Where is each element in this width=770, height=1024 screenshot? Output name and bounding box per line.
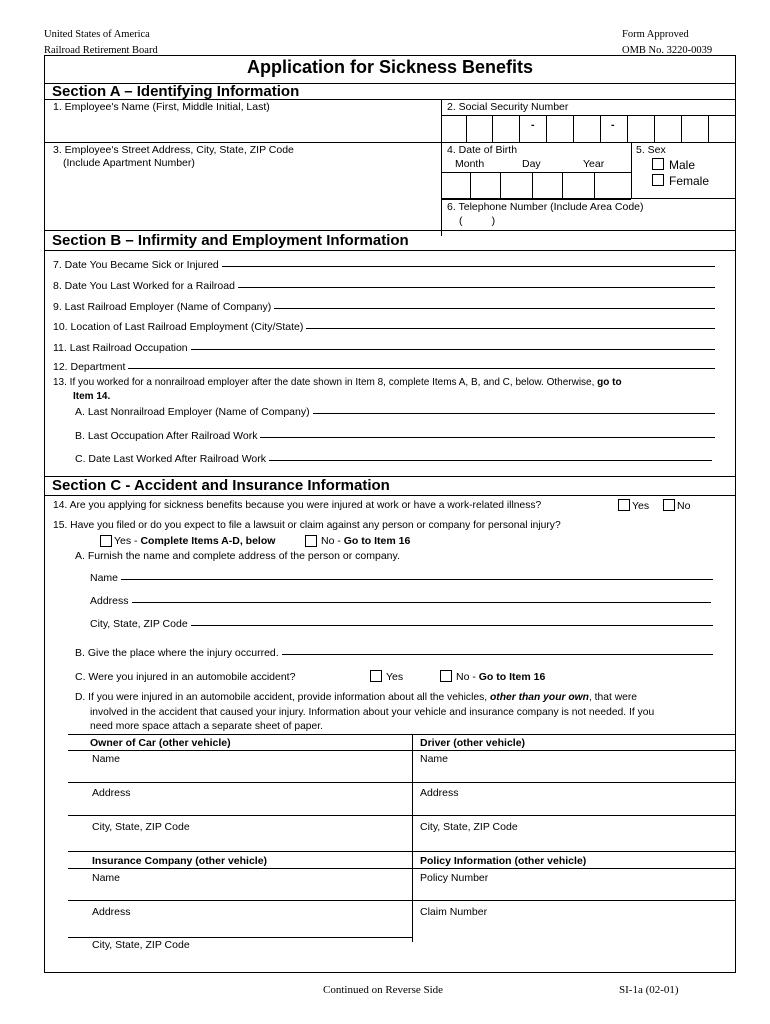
- item-12-label: 12. Department: [53, 361, 126, 373]
- insurance-csz-field[interactable]: City, State, ZIP Code: [92, 939, 190, 951]
- item-13-line-1: 13. If you worked for a nonrailroad employer after the date shown in Item 8, complete Items A, B, and C, below. Otherwise,: [53, 377, 595, 388]
- insurance-name-field[interactable]: Name: [92, 872, 121, 884]
- item-15b-label: B. Give the place where the injury occurred.: [75, 647, 279, 659]
- insurance-address-field[interactable]: Address: [92, 906, 131, 918]
- item-15d-text-b: , that were: [588, 692, 638, 703]
- ssn-cell-divider: [600, 115, 601, 143]
- ssn-cell-divider: [627, 115, 628, 143]
- form-title: Application for Sickness Benefits: [246, 57, 534, 77]
- item-13-line-2-text: Item 14: [73, 391, 108, 402]
- driver-address-field[interactable]: Address: [420, 787, 459, 799]
- item-14-label: 14. Are you applying for sickness benefits because you were injured at work or have a work-related illness?: [53, 500, 542, 511]
- approval-line-1: Form Approved: [622, 29, 689, 40]
- section-a-rule: [44, 99, 736, 100]
- item-15a-address-label: Address: [90, 595, 129, 607]
- continued-note: Continued on Reverse Side: [323, 984, 444, 996]
- ssn-cell-divider: [708, 115, 709, 143]
- insurance-header-rule: [68, 868, 736, 869]
- item-15-yes-label: [114, 535, 275, 547]
- approval-line-2: OMB No. 3220-0039: [622, 45, 713, 56]
- item-2-label: 2. Social Security Number: [447, 101, 569, 113]
- sex-female-checkbox[interactable]: [652, 174, 664, 186]
- item-10-field[interactable]: [53, 321, 715, 333]
- item-15d-line-3: need more space attach a separate sheet of paper.: [90, 721, 323, 732]
- item-8-field[interactable]: [53, 280, 715, 292]
- item-15b-field[interactable]: [75, 647, 713, 659]
- item-3-note: (Include Apartment Number): [63, 157, 195, 169]
- policy-header: Policy Information (other vehicle): [420, 855, 587, 867]
- item-15c-no-instruction: Go to Item 16: [478, 671, 546, 683]
- item-15d-line-2: involved in the accident that caused your injury. Information about your vehicle and insurance company is not needed. If you: [90, 707, 655, 718]
- item-13a-label: A. Last Nonrailroad Employer (Name of Company): [75, 406, 310, 418]
- item-12-field[interactable]: [53, 361, 715, 373]
- row-1-rule: [44, 142, 736, 143]
- ssn-cell-divider: [573, 115, 574, 143]
- dob-cell-divider: [500, 172, 501, 198]
- item-15a-name-field[interactable]: [90, 572, 713, 584]
- sex-male-checkbox[interactable]: [652, 158, 664, 170]
- phone-area-code[interactable]: ( ): [459, 215, 496, 227]
- ssn-cell-divider: [466, 115, 467, 143]
- item-15c-no-text: No -: [456, 671, 479, 683]
- item-6-rule: [441, 198, 736, 199]
- item-15a-csz-label: City, State, ZIP Code: [90, 618, 188, 630]
- item-9-label: 9. Last Railroad Employer (Name of Company): [53, 301, 272, 313]
- ssn-field[interactable]: [441, 115, 736, 144]
- owner-header: Owner of Car (other vehicle): [90, 737, 231, 749]
- vehicle-row-rule: [68, 815, 736, 816]
- item-15a-label: A. Furnish the name and complete address of the person or company.: [75, 550, 400, 562]
- owner-name-field[interactable]: Name: [92, 753, 121, 765]
- section-b-top-rule: [44, 230, 736, 231]
- ssn-cell-divider: [654, 115, 655, 143]
- item-7-label: 7. Date You Became Sick or Injured: [53, 259, 219, 271]
- item-13c-label: C. Date Last Worked After Railroad Work: [75, 453, 267, 465]
- item-15-label: 15. Have you filed or do you expect to file a lawsuit or claim against any person or company for personal injury?: [53, 520, 561, 531]
- dob-day-label: Day: [522, 158, 541, 170]
- item-15c-no-checkbox[interactable]: [440, 670, 452, 682]
- insurance-top-rule: [68, 851, 736, 852]
- item-4-label: 4. Date of Birth: [447, 144, 518, 156]
- ssn-cell-divider: [519, 115, 520, 143]
- driver-csz-field[interactable]: City, State, ZIP Code: [420, 821, 518, 833]
- item-13a-field[interactable]: [75, 406, 715, 418]
- dob-year-label: Year: [583, 158, 605, 170]
- section-c-heading: Section C - Accident and Insurance Information: [52, 477, 390, 494]
- sex-divider: [631, 142, 632, 198]
- item-15a-name-label: Name: [90, 572, 119, 584]
- item-10-label: 10. Location of Last Railroad Employment (City/State): [53, 321, 304, 333]
- item-5-label: 5. Sex: [636, 144, 666, 156]
- dob-month-label: Month: [455, 158, 485, 170]
- claim-number-field[interactable]: Claim Number: [420, 906, 488, 918]
- vehicle-table-top-rule: [68, 734, 736, 735]
- dob-cell-divider: [532, 172, 533, 198]
- item-9-field[interactable]: [53, 301, 715, 313]
- form-id: SI-1a (02-01): [619, 984, 679, 996]
- insurance-header: Insurance Company (other vehicle): [92, 855, 268, 867]
- item-15d-text-a: D. If you were injured in an automobile accident, provide information about all the vehicles,: [75, 692, 488, 703]
- item-15-no-label: [321, 535, 410, 547]
- item-3-label: 3. Employee's Street Address, City, State, ZIP Code: [53, 144, 294, 156]
- item-11-field[interactable]: [53, 342, 715, 354]
- section-a-heading: Section A – Identifying Information: [52, 83, 300, 100]
- item-15d-line-1: [75, 692, 637, 703]
- driver-name-field[interactable]: Name: [420, 753, 449, 765]
- item-13b-label: B. Last Occupation After Railroad Work: [75, 430, 258, 442]
- sex-male-label: Male: [669, 158, 696, 172]
- sex-female-label: Female: [669, 174, 710, 188]
- item-15d-emphasis: other than your own: [489, 692, 589, 703]
- dob-cell-divider: [470, 172, 471, 198]
- item-15a-csz-field[interactable]: [90, 618, 713, 630]
- item-15-yes-checkbox[interactable]: [100, 535, 112, 547]
- item-13-goto: go to: [597, 377, 622, 388]
- driver-header: Driver (other vehicle): [420, 737, 526, 749]
- item-14-yes-checkbox[interactable]: [618, 499, 630, 511]
- item-15c-label: C. Were you injured in an automobile accident?: [75, 671, 296, 683]
- item-11-label: 11. Last Railroad Occupation: [53, 342, 188, 354]
- ssn-dash-1: -: [531, 119, 535, 131]
- item-15c-no-label: [456, 671, 545, 683]
- vehicle-table-divider: [412, 734, 413, 942]
- vehicle-row-rule: [68, 782, 736, 783]
- ssn-cell-divider: [546, 115, 547, 143]
- dob-cell-divider: [562, 172, 563, 198]
- item-13b-field[interactable]: [75, 430, 715, 442]
- ssn-dash-2: -: [611, 119, 615, 131]
- item-15-no-checkbox[interactable]: [305, 535, 317, 547]
- item-14-no-checkbox[interactable]: [663, 499, 675, 511]
- item-13-text: [53, 377, 622, 388]
- item-15-yes-instruction: Complete Items A-D, below: [140, 535, 276, 547]
- item-1-label: 1. Employee's Name (First, Middle Initial, Last): [53, 101, 270, 113]
- vehicle-header-rule: [68, 750, 736, 751]
- section-b-rule: [44, 250, 736, 251]
- section-c-rule: [44, 495, 736, 496]
- section-b-heading: Section B – Infirmity and Employment Information: [52, 232, 409, 249]
- owner-address-field[interactable]: Address: [92, 787, 131, 799]
- item-13-line-2: Item 14.: [73, 391, 111, 402]
- owner-csz-field[interactable]: City, State, ZIP Code: [92, 821, 190, 833]
- ssn-cell-divider: [681, 115, 682, 143]
- ssn-cell-divider: [492, 115, 493, 143]
- item-14-no-label: No: [677, 500, 691, 512]
- item-14-yes-label: Yes: [632, 500, 650, 512]
- item-8-label: 8. Date You Last Worked for a Railroad: [53, 280, 235, 292]
- agency-line-2: Railroad Retirement Board: [44, 45, 158, 56]
- item-15a-address-field[interactable]: [90, 595, 711, 607]
- item-7-field[interactable]: [53, 259, 715, 271]
- form-frame: [44, 55, 736, 973]
- item-13c-field[interactable]: [75, 453, 712, 465]
- agency-line-1: United States of America: [44, 29, 150, 40]
- item-15-no-instruction: Go to Item 16: [343, 535, 411, 547]
- policy-number-field[interactable]: Policy Number: [420, 872, 489, 884]
- item-15-no-text: No -: [321, 535, 344, 547]
- dob-cell-divider: [594, 172, 595, 198]
- item-6-label: 6. Telephone Number (Include Area Code): [447, 201, 644, 213]
- insurance-csz-rule: [68, 937, 412, 938]
- item-15c-yes-checkbox[interactable]: [370, 670, 382, 682]
- item-15-yes-text: Yes -: [114, 535, 141, 547]
- item-15c-yes-label: Yes: [386, 671, 404, 683]
- insurance-row-rule: [68, 900, 736, 901]
